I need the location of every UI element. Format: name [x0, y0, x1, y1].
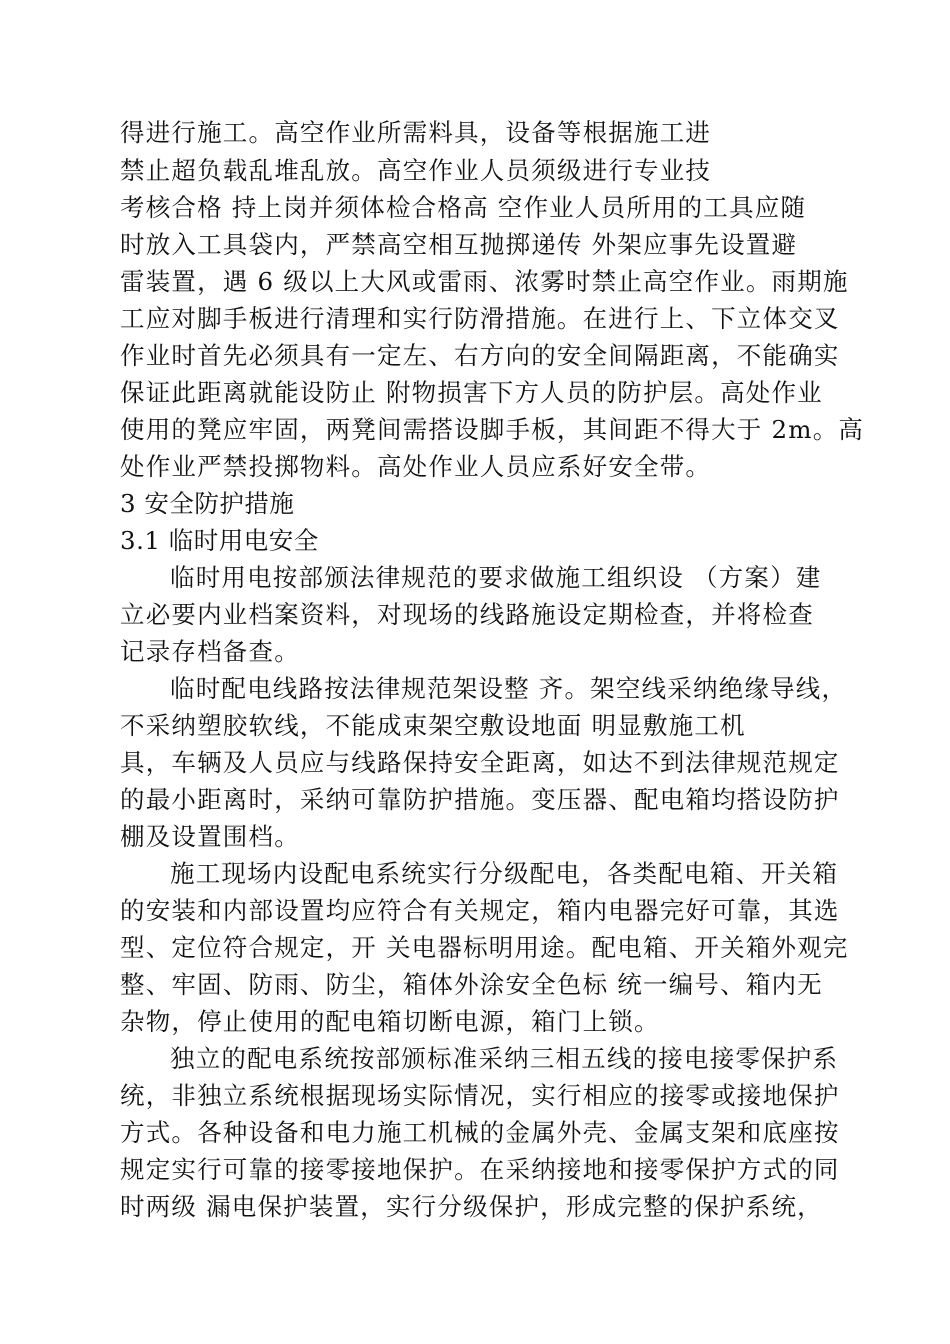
- text-line: 工应对脚手板进行清理和实行防滑措施。在进行上、下立体交叉: [120, 304, 840, 333]
- subsection-heading: 3.1 临时用电安全: [120, 526, 319, 555]
- text-line: 立必要内业档案资料，对现场的线路施设定期检查，并将检查: [120, 600, 814, 629]
- text-line: 使用的凳应牢固，两凳间需搭设脚手板，其间距不得大于 2m。高: [120, 415, 865, 444]
- paragraph-first-line: 施工现场内设配电系统实行分级配电，各类配电箱、开关箱: [170, 859, 839, 888]
- section-heading: 3 安全防护措施: [120, 489, 295, 518]
- text-line: 不采纳塑胶软线，不能成束架空敷设地面 明显敷施工机: [120, 711, 746, 740]
- text-line: 考核合格 持上岗并须体检合格高 空作业人员所用的工具应随: [120, 193, 807, 222]
- text-line: 时两级 漏电保护装置，实行分级保护，形成完整的保护系统，: [120, 1192, 823, 1221]
- text-line: 记录存档备查。: [120, 637, 300, 666]
- paragraph-first-line: 临时配电线路按法律规范架设整 齐。架空线采纳绝缘导线，: [170, 674, 848, 703]
- text-line: 具，车辆及人员应与线路保持安全距离，如达不到法律规范规定: [120, 748, 840, 777]
- text-line: 时放入工具袋内，严禁高空相互抛掷递传 外架应事先设置避: [120, 230, 798, 259]
- paragraph-first-line: 独立的配电系统按部颁标准采纳三相五线的接电接零保护系: [170, 1044, 839, 1073]
- text-line: 处作业严禁投掷物料。高处作业人员应系好安全带。: [120, 452, 712, 481]
- text-line: 方式。各种设备和电力施工机械的金属外壳、金属支架和底座按: [120, 1118, 840, 1147]
- text-line: 保证此距离就能设防止 附物损害下方人员的防护层。高处作业: [120, 378, 823, 407]
- text-line: 型、定位符合规定，开 关电器标明用途。配电箱、开关箱外观完: [120, 933, 849, 962]
- text-line: 的最小距离时，采纳可靠防护措施。变压器、配电箱均搭设防护: [120, 785, 840, 814]
- text-line: 的安装和内部设置均应符合有关规定，箱内电器完好可靠，其选: [120, 896, 840, 925]
- text-line: 禁止超负载乱堆乱放。高空作业人员须级进行专业技: [120, 156, 712, 185]
- text-line: 规定实行可靠的接零接地保护。在采纳接地和接零保护方式的同: [120, 1155, 840, 1184]
- text-line: 杂物，停止使用的配电箱切断电源，箱门上锁。: [120, 1007, 660, 1036]
- text-line: 统，非独立系统根据现场实际情况，实行相应的接零或接地保护: [120, 1081, 840, 1110]
- text-line: 整、牢固、防雨、防尘，箱体外涂安全色标 统一编号、箱内无: [120, 970, 823, 999]
- text-line: 棚及设置围档。: [120, 822, 300, 851]
- paragraph-first-line: 临时用电按部颁法律规范的要求做施工组织设 （方案）建: [170, 563, 822, 592]
- text-line: 作业时首先必须具有一定左、右方向的安全间隔距离，不能确实: [120, 341, 840, 370]
- text-line: 得进行施工。高空作业所需料具，设备等根据施工进: [120, 118, 712, 147]
- text-line: 雷装置，遇 6 级以上大风或雷雨、浓雾时禁止高空作业。雨期施: [120, 267, 849, 296]
